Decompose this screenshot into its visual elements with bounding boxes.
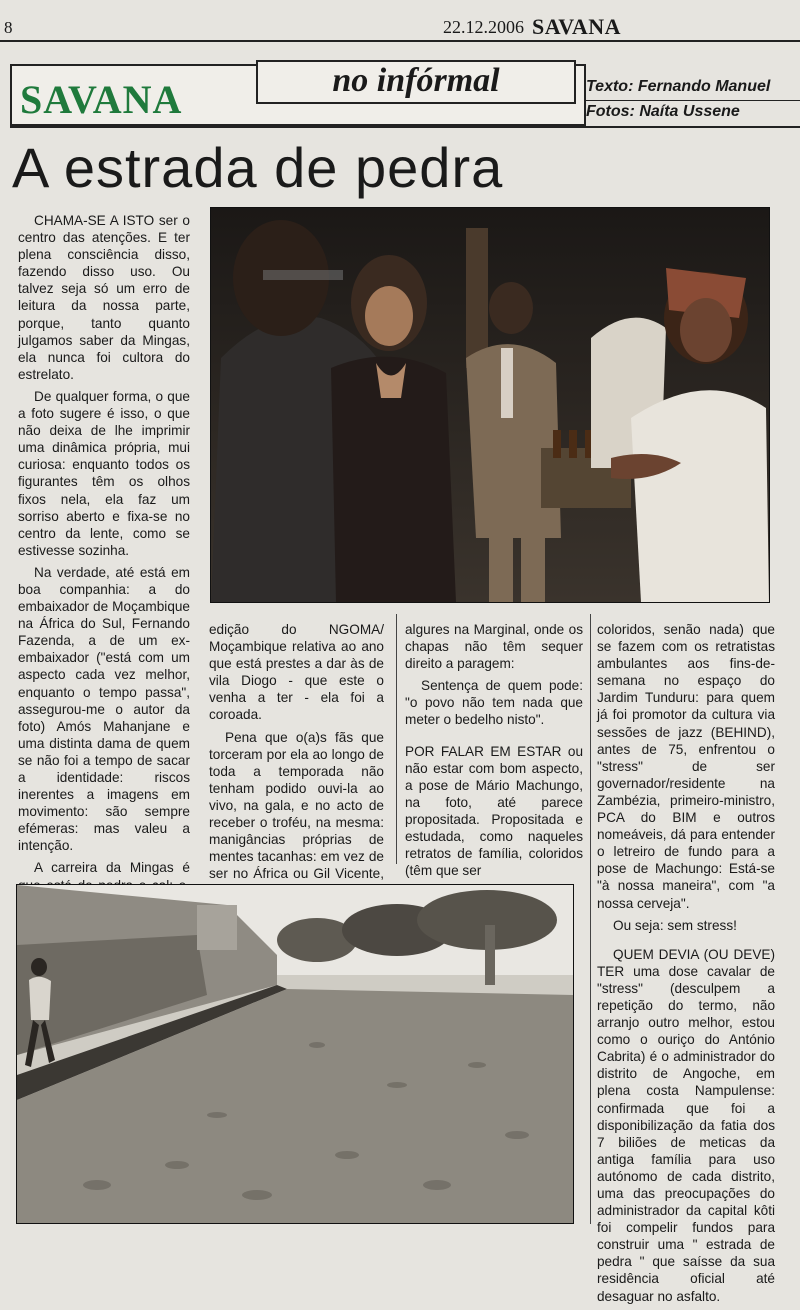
paragraph: A carreira da Mingas é [34,860,190,876]
column-3 [405,621,583,884]
section-name: SAVANA [20,77,183,122]
paragraph [18,212,190,383]
paragraph: Sentença de quem pode: "o povo não tem nada que meter o bedelho nisto". [405,678,583,728]
paragraph: Na verdade, até está em boa companhia: a do embaixador de Moçambique na África do Sul, Fernando Fazenda, a de um ex-embaixador ("está com um aspecto cada vez melhor, enquanto o tempo passa", assegurou-me o autor da foto) Amós Mahanjane e uma distinta dama de quem se não foi a tempo de sacar a identidade: riscos inerentes a imagens em movimento: são sempre efémeras: mas valeu a intenção. [18,564,190,854]
paragraph: coloridos, senão nada) que se fazem com os retratistas ambulantes aos fins-de-semana no espaço do Jardim Tunduru: para quem já foi promotor da cultura via sessões de jazz (BEHIND), antes de 75, enfrentou o "stress" de ser governador/residente na Zambézia, primeiro-ministro, PCA do BIM e outros nomeáveis, dá para entender o letreiro de fundo para a pose de Machungo: Está-se "à nossa maneira", com "a nossa cerveja". [597,622,775,911]
lead-in: POR FALAR EM ESTAR [405,743,562,759]
reception-photo-art [211,208,769,602]
column-4 [597,621,775,1310]
paragraph-text: TER uma dose cavalar de "stress" (desculpem a repetição do termo, não arranjo outro melhor, estou como o ouriço do António Cabrita) é o administrador do distrito de Angoche, em plena costa Nampulense: confirmada que foi a disponibilização da fatia dos 7 biliões de meticas da antiga família para uso autónomo de cada distrito, uma das preocupações do administrador da capital kôti foi compelir fundos para construir uma " estrada de pedra " que saísse da sua residência oficial até desaguar no asfalto. [597,963,775,1304]
lead-in: QUEM DEVIA (OU DEVE) [613,946,775,962]
paragraph [597,946,775,1305]
page-number: 8 [4,18,13,37]
stone-road-photo [16,884,574,1224]
paragraph: algures na Marginal, onde os chapas não têm sequer direito a paragem: [405,622,583,672]
text-credit: Texto: Fernando Manuel [586,78,771,95]
paragraph-text: ser o centro das atenções. E ter plena consciência disso, fazendo disso uso. Ou talvez seja só um erro de leitura da nossa parte, porque, tanto quanto julgamos saber da Mingas, ela nunca foi cultora do estrelato. [18,213,190,382]
stone-road-photo-art [17,885,573,1223]
paragraph [405,743,583,880]
paragraph-text: ou não estar com bom aspecto, a pose de Mário Machungo, na foto, até parece propositada. Propositada e estudada, como naqueles retratos de família, coloridos (têm que ser [405,743,584,879]
header-rule [0,40,800,42]
section-subtitle: no infórmal [256,60,576,104]
banner-rule [10,126,800,128]
issue-date: 22.12.2006 [443,17,524,37]
paragraph: edição do NGOMA/ Moçambique relativa ao ano que está prestes a dar às de vila Diogo - que este o venha a ter - ela foi a coroada. [209,622,384,723]
credit-divider [584,100,800,101]
masthead: SAVANA [532,14,622,39]
photo-credit: Fotos: Naíta Ussene [586,103,740,120]
column-1 [18,212,190,933]
reception-photo [210,207,770,603]
paragraph: Pena que o(a)s fãs que torceram por ela ao longo de toda a temporada não tenham podido ouvi-la ao vivo, na gala, e no acto de receber o troféu, na mesma: manigâncias próprias de mentes tacanhas: em vez de ser no África ou Gil Vicente, [209,729,384,882]
paragraph: De qualquer forma, o que a foto sugere é isso, o que não deixa de lhe imprimir uma dinâmica própria, mui curiosa: enquanto todos os figurantes têm os olhos fixos nela, ela faz um sorriso aberto e fixa-se no centro da lente, como se estivesse sozinha. [18,388,190,558]
paragraph: Ou seja: sem stress! [613,917,737,933]
column-rule [396,614,397,864]
headline: A estrada de pedra [12,136,504,199]
column-rule [590,614,591,1224]
column-2 [209,621,384,922]
lead-in: CHAMA-SE A ISTO [34,213,155,228]
